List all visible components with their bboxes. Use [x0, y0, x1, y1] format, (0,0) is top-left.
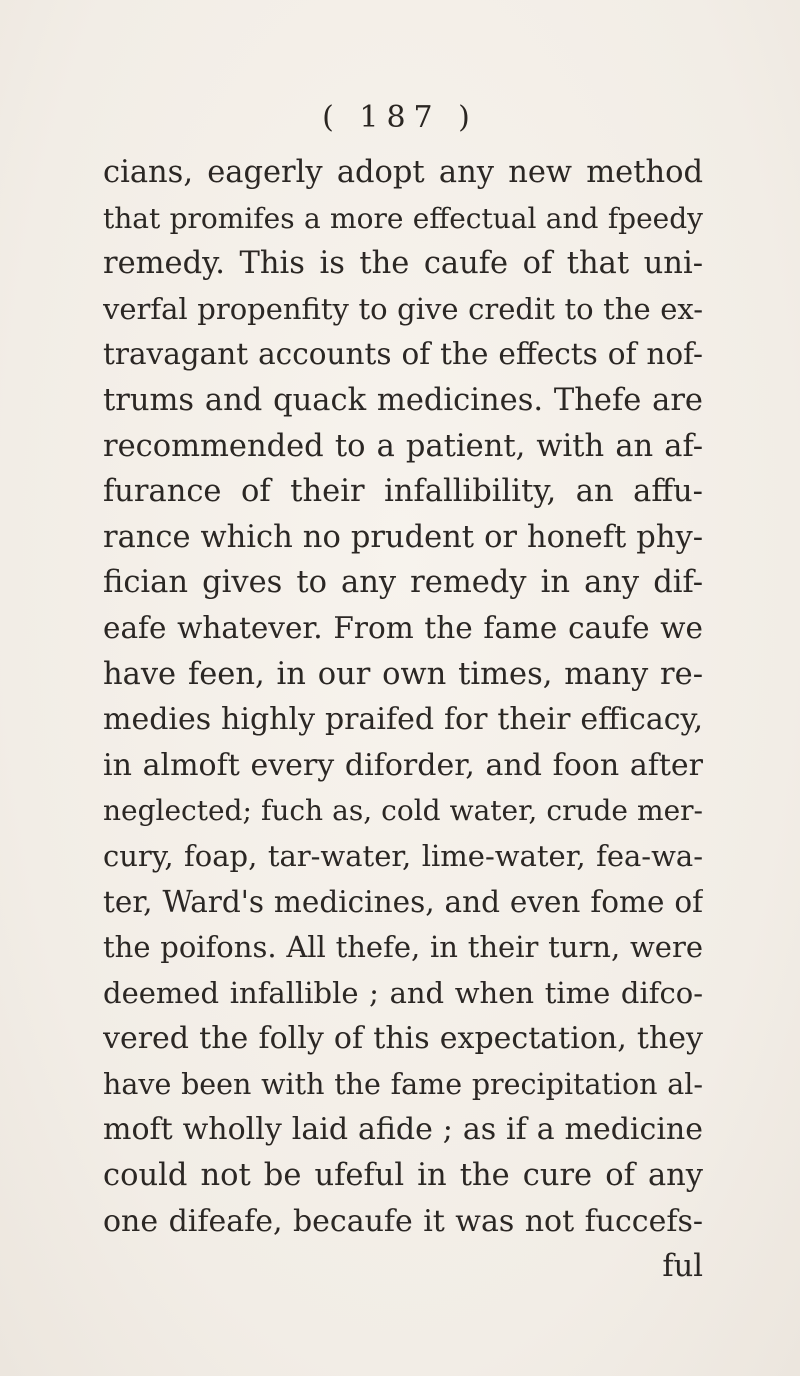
text-line: medies highly praifed for their efficacy, — [103, 702, 703, 738]
text-line: verfal propenfity to give credit to the ex- — [103, 291, 703, 326]
text-line: one difeafe, becaufe it was not fuccefs- — [103, 1203, 703, 1239]
text-line: could not be ufeful in the cure of any — [103, 1158, 703, 1194]
text-line: neglected; fuch as, cold water, crude mer- — [103, 794, 703, 828]
text-line: recommended to a patient, with an af- — [103, 428, 703, 464]
text-line: cury, foap, tar-water, lime-water, fea-wa- — [103, 838, 703, 873]
text-line: have feen, in our own times, many re- — [103, 656, 703, 692]
text-line: that promifes a more effectual and fpeedy — [103, 201, 703, 235]
text-line: travagant accounts of the effects of nof- — [103, 337, 703, 372]
text-line: have been with the fame precipitation al- — [103, 1067, 703, 1101]
catchword: ful — [662, 1249, 703, 1285]
body-text — [103, 150, 703, 1290]
text-line: rance which no prudent or honeft phy- — [103, 519, 703, 555]
text-line: vered the folly of this expectation, they — [103, 1021, 703, 1057]
text-line: ter, Ward's medicines, and even fome of — [103, 884, 703, 919]
text-line: cians, eagerly adopt any new method — [103, 155, 703, 190]
text-line: eafe whatever. From the fame caufe we — [103, 610, 703, 645]
text-line: in almoft every diforder, and foon after — [103, 747, 703, 783]
text-line: moft wholly laid afide ; as if a medicine — [103, 1112, 703, 1148]
text-line: the poifons. All thefe, in their turn, were — [103, 930, 703, 965]
text-line: furance of their infallibility, an affu- — [103, 474, 703, 510]
text-line: trums and quack medicines. Thefe are — [103, 382, 703, 418]
text-line: fician gives to any remedy in any dif- — [103, 565, 703, 601]
text-line: remedy. This is the caufe of that uni- — [103, 246, 703, 282]
text-line: deemed infallible ; and when time difco- — [103, 975, 703, 1010]
page-number: ( 187 ) — [322, 100, 478, 135]
